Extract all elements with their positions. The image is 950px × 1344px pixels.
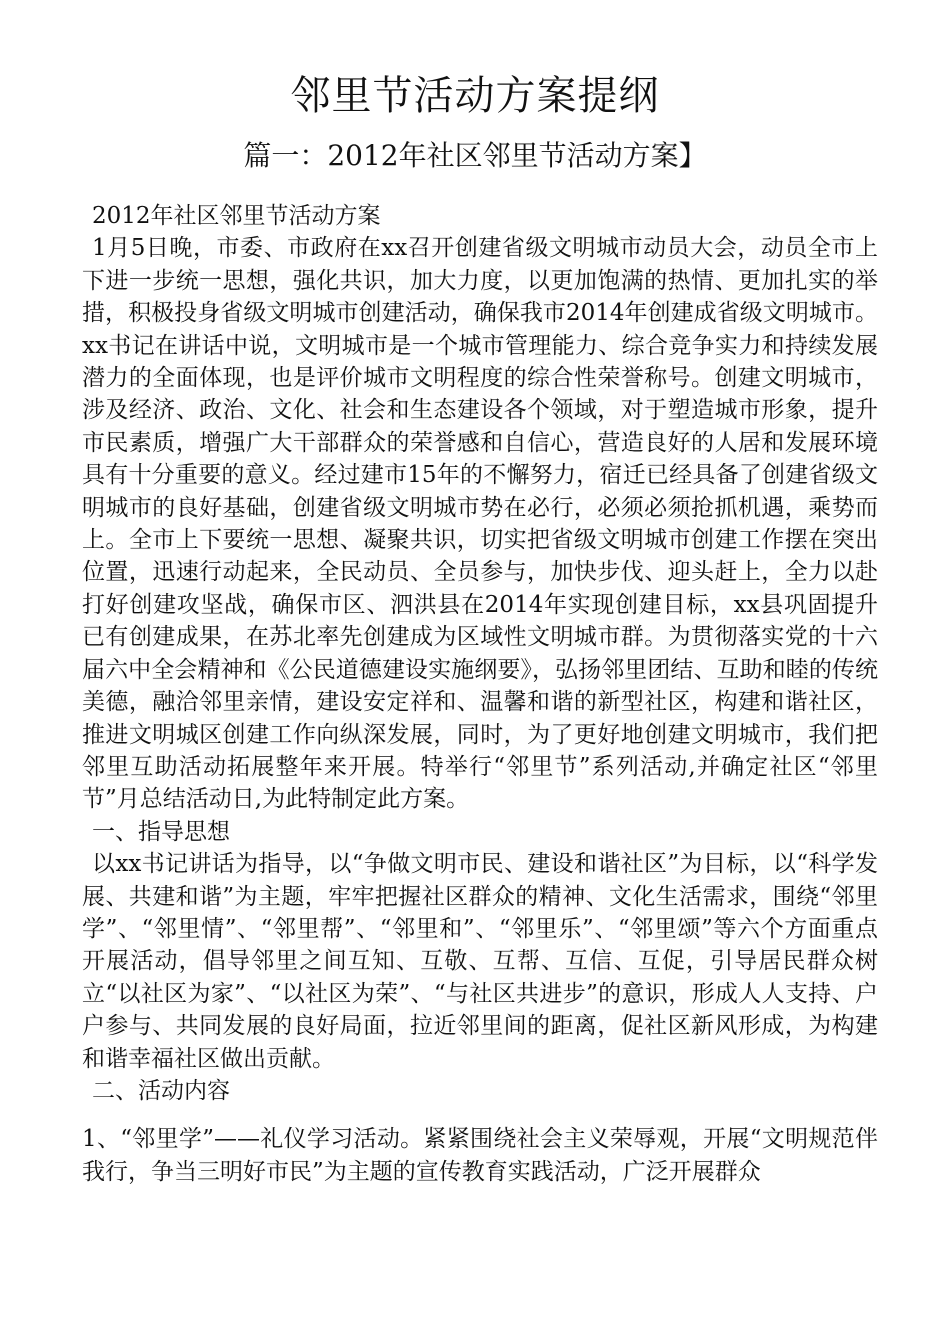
activity-item-paragraph: 1、“邻里学”——礼仪学习活动。紧紧围绕社会主义荣辱观，开展“文明规范伴我行，争当三明好市民”为主题的宣传教育实践活动，广泛开展群众 [82,1126,878,1185]
page-subtitle: 篇一：2012年社区邻里节活动方案】 [243,139,707,172]
plan-heading: 2012年社区邻里节活动方案 [92,203,381,229]
intro-paragraph: 1月5日晚，市委、市政府在xx召开创建省级文明城市动员大会，动员全市上下进一步统一思想，强化共识，加大力度，以更加饱满的热情、更加扎实的举措，积极投身省级文明城市创建活动，确保我市2014年创建成省级文明城市。xx书记在讲话中说，文明城市是一个城市管理能力、综合竞争实力和持续发展潜力的全面体现，也是评价城市文明程度的综合性荣誉称号。创建文明城市，涉及经济、政治、文化、社会和生态建设各个领域，对于塑造城市形象，提升市民素质，增强广大干部群众的荣誉感和自信心，营造良好的人居和发展环境具有十分重要的意义。经过建市15年的不懈努力，宿迁已经具备了创建省级文明城市的良好基础，创建省级文明城市势在必行，必须必须抢抓机遇，乘势而上。全市上下要统一思想、凝聚共识，切实把省级文明城市创建工作摆在突出位置，迅速行动起来，全民动员、全员参与，加快步伐、迎头赶上，全力以赴打好创建攻坚战，确保市区、泗洪县在2014年实现创建目标，xx县巩固提升已有创建成果，在苏北率先创建成为区域性文明城市群。为贯彻落实党的十六届六中全会精神和《公民道德建设实施纲要》，弘扬邻里团结、互助和睦的传统美德，融洽邻里亲情，建设安定祥和、温馨和谐的新型社区，构建和谐社区，推进文明城区创建工作向纵深发展，同时，为了更好地创建文明城市，我们把邻里互助活动拓展整年来开展。特举行“邻里节”系列活动,并确定社区“邻里节”月总结活动日,为此特制定此方案。 [82,235,878,813]
guiding-ideology-paragraph: 以xx书记讲话为指导，以“争做文明市民、建设和谐社区”为目标，以“科学发展、共建和谐”为主题，牢牢把握社区群众的精神、文化生活需求，围绕“邻里学”、“邻里情”、“邻里帮”、“邻里和”、“邻里乐”、“邻里颂”等六个方面重点开展活动，倡导邻里之间互知、互敬、互帮、互信、互促，引导居民群众树立“以社区为家”、“以社区为荣”、“与社区共进步”的意识，形成人人支持、户户参与、共同发展的良好局面，拉近邻里间的距离，促社区新风形成，为构建和谐幸福社区做出贡献。 [82,851,878,1072]
page-title: 邻里节活动方案提纲 [290,73,660,119]
section-heading-activity-content: 二、活动内容 [92,1077,230,1104]
document-body [82,200,878,1188]
section-heading-guiding-ideology: 一、指导思想 [92,818,230,845]
